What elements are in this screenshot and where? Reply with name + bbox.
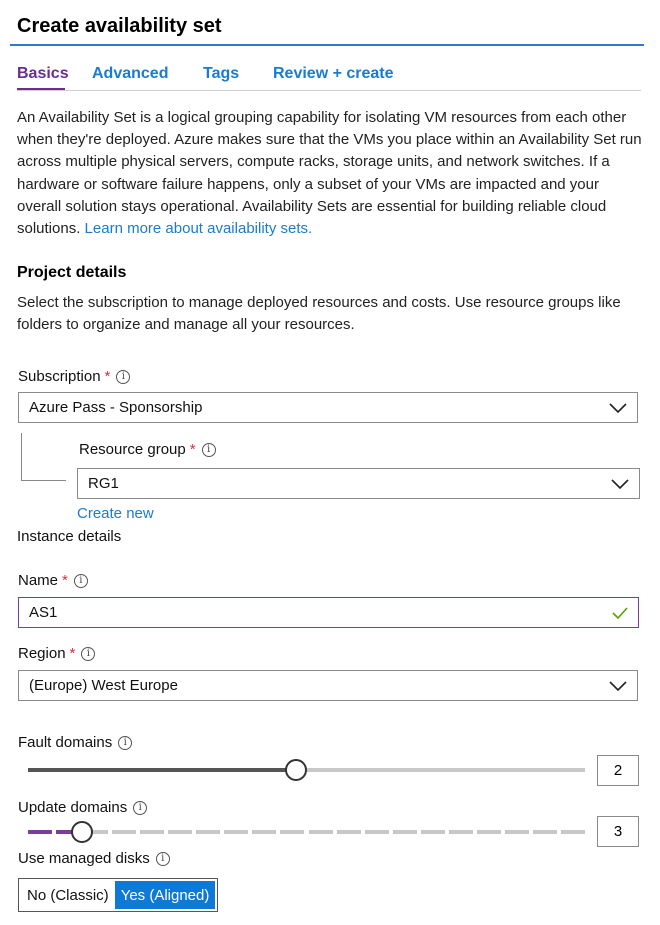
update-domains-segment[interactable] xyxy=(365,830,389,834)
required-asterisk: * xyxy=(62,572,68,589)
update-domains-segment[interactable] xyxy=(309,830,333,834)
resource-group-dropdown[interactable] xyxy=(77,468,640,499)
tab-advanced[interactable]: Advanced xyxy=(92,65,169,82)
tree-connector-horizontal xyxy=(21,480,66,481)
info-icon[interactable]: i xyxy=(202,443,216,457)
subscription-label: Subscription xyxy=(18,368,101,385)
managed-disks-label: Use managed disks xyxy=(18,850,150,867)
tab-tags[interactable]: Tags xyxy=(203,65,240,82)
info-icon[interactable]: i xyxy=(133,801,147,815)
title-divider xyxy=(10,44,644,46)
region-dropdown[interactable] xyxy=(18,670,638,701)
chevron-down-icon xyxy=(611,478,629,490)
fault-domains-slider-fill xyxy=(28,768,296,772)
resource-group-value: RG1 xyxy=(88,475,119,492)
update-domains-segment[interactable] xyxy=(561,830,585,834)
fault-domains-value[interactable]: 2 xyxy=(597,755,639,786)
chevron-down-icon xyxy=(609,402,627,414)
tab-review-create[interactable]: Review + create xyxy=(273,65,394,82)
resource-group-label: Resource group xyxy=(79,441,186,458)
update-domains-slider-thumb[interactable] xyxy=(71,821,93,843)
update-domains-segment[interactable] xyxy=(449,830,473,834)
intro-paragraph xyxy=(17,107,642,240)
update-domains-segment[interactable] xyxy=(505,830,529,834)
update-domains-segment[interactable] xyxy=(224,830,248,834)
project-details-heading: Project details xyxy=(17,264,127,281)
required-asterisk: * xyxy=(104,368,111,385)
create-new-link[interactable]: Create new xyxy=(77,505,154,522)
info-icon[interactable]: i xyxy=(81,647,95,661)
fault-domains-slider-thumb[interactable] xyxy=(285,759,307,781)
managed-disks-toggle xyxy=(18,878,218,912)
region-value: (Europe) West Europe xyxy=(29,677,178,694)
info-icon[interactable]: i xyxy=(74,574,88,588)
update-domains-label-row xyxy=(18,799,147,816)
tree-connector-vertical xyxy=(21,433,22,481)
subscription-value: Azure Pass - Sponsorship xyxy=(29,399,203,416)
required-asterisk: * xyxy=(69,645,76,662)
name-value: AS1 xyxy=(29,604,58,621)
fault-domains-label: Fault domains xyxy=(18,734,113,751)
instance-details-heading: Instance details xyxy=(17,528,122,545)
info-icon[interactable]: i xyxy=(156,852,170,866)
subscription-dropdown[interactable] xyxy=(18,392,638,423)
intro-text: An Availability Set is a logical grouping capability for isolating VM resources from each other when they're deployed. Azure makes sure that the VMs you place within an Availability Set run across multiple physical servers, compute racks, storage units, and network switches. If a hardware or software failure happens, only a subset of your VMs are impacted and your overall solution stays operational. Availability Sets are essential for building reliable cloud solutions. xyxy=(17,109,642,238)
managed-disks-option-aligned[interactable]: Yes (Aligned) xyxy=(115,881,216,909)
update-domains-value[interactable]: 3 xyxy=(597,816,639,847)
page-title: Create availability set xyxy=(17,15,222,37)
managed-disks-label-row xyxy=(18,850,170,867)
tab-bar xyxy=(17,65,641,91)
update-domains-segment[interactable] xyxy=(421,830,445,834)
info-icon[interactable]: i xyxy=(116,370,130,384)
fault-domains-label-row xyxy=(18,734,132,751)
resource-group-label-row xyxy=(79,441,216,458)
active-tab-indicator xyxy=(17,88,65,90)
name-input[interactable] xyxy=(18,597,639,628)
region-label: Region xyxy=(18,645,66,662)
update-domains-segment[interactable] xyxy=(252,830,276,834)
update-domains-segment[interactable] xyxy=(196,830,220,834)
update-domains-segment[interactable] xyxy=(477,830,501,834)
info-icon[interactable]: i xyxy=(118,736,132,750)
name-label: Name xyxy=(18,572,59,589)
update-domains-segment[interactable] xyxy=(140,830,164,834)
update-domains-label: Update domains xyxy=(18,799,128,816)
chevron-down-icon xyxy=(609,680,627,692)
required-asterisk: * xyxy=(189,441,196,458)
project-details-description: Select the subscription to manage deployed resources and costs. Use resource groups like folders to organize and manage all your resources. xyxy=(17,294,621,334)
region-label-row xyxy=(18,645,95,662)
update-domains-segment[interactable] xyxy=(168,830,192,834)
managed-disks-option-classic[interactable]: No (Classic) xyxy=(27,886,109,904)
subscription-label-row xyxy=(18,368,130,385)
update-domains-segment[interactable] xyxy=(533,830,557,834)
update-domains-segment[interactable] xyxy=(393,830,417,834)
update-domains-segment[interactable] xyxy=(280,830,304,834)
update-domains-segment[interactable] xyxy=(28,830,52,834)
tab-basics[interactable]: Basics xyxy=(17,65,69,82)
update-domains-segment[interactable] xyxy=(112,830,136,834)
learn-more-link[interactable]: Learn more about availability sets. xyxy=(84,220,313,238)
name-label-row xyxy=(18,572,88,589)
update-domains-segment[interactable] xyxy=(337,830,361,834)
checkmark-icon xyxy=(612,607,628,619)
